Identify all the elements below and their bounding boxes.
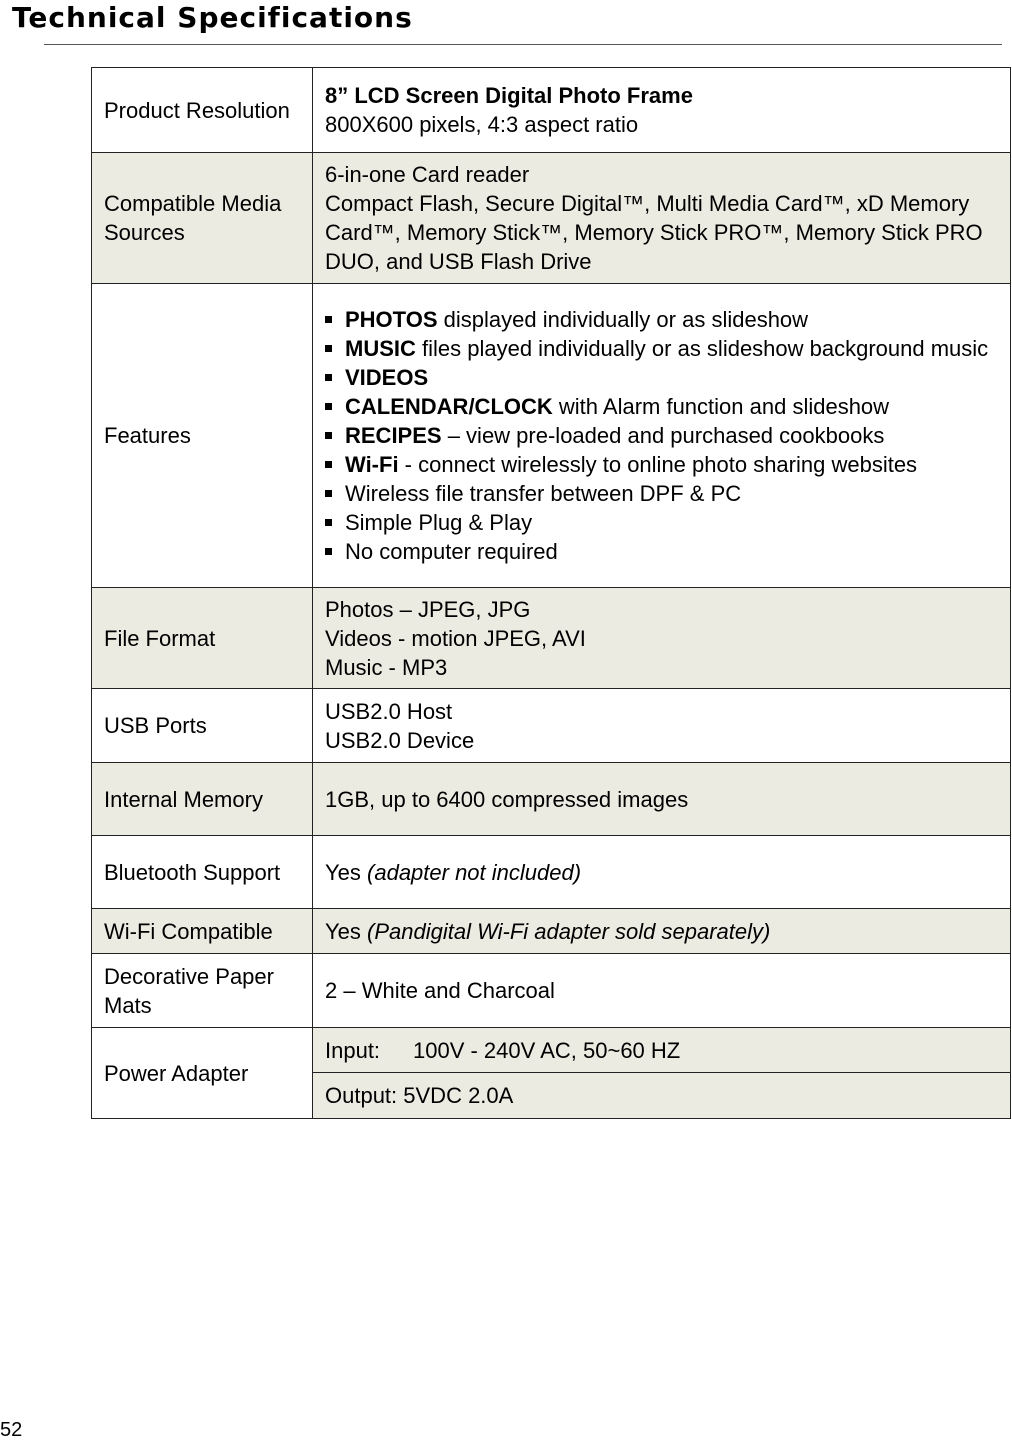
list-item: CALENDAR/CLOCK with Alarm function and slideshow bbox=[325, 392, 998, 421]
spec-value bbox=[313, 689, 1011, 763]
media-list: Compact Flash, Secure Digital™, Multi Media Card™, xD Memory Card™, Memory Stick™, Memory Stick PRO™, Memory Stick PRO DUO, and USB Flash Drive bbox=[325, 191, 983, 274]
spec-label: Features bbox=[92, 284, 313, 588]
bullet-icon bbox=[325, 461, 332, 468]
bullet-icon bbox=[325, 374, 332, 381]
power-input-value: 100V - 240V AC, 50~60 HZ bbox=[413, 1037, 681, 1063]
list-item: Wireless file transfer between DPF & PC bbox=[325, 479, 998, 508]
spec-label: Compatible Media Sources bbox=[92, 153, 313, 284]
spec-label: Wi-Fi Compatible bbox=[92, 909, 313, 954]
bullet-icon bbox=[325, 432, 332, 439]
table-row bbox=[92, 763, 1011, 836]
power-input-label: Input: bbox=[325, 1037, 381, 1063]
list-item: Simple Plug & Play bbox=[325, 508, 998, 537]
spec-value: 1GB, up to 6400 compressed images bbox=[313, 763, 1011, 836]
bullet-icon bbox=[325, 548, 332, 555]
spec-label: Decorative Paper Mats bbox=[92, 954, 313, 1028]
spec-label: Bluetooth Support bbox=[92, 836, 313, 909]
spec-label: Power Adapter bbox=[92, 1028, 313, 1119]
table-row bbox=[92, 954, 1011, 1028]
table-row bbox=[92, 588, 1011, 689]
spec-label: Product Resolution bbox=[92, 68, 313, 153]
list-item: RECIPES – view pre-loaded and purchased cookbooks bbox=[325, 421, 998, 450]
table-row bbox=[92, 836, 1011, 909]
bullet-icon bbox=[325, 519, 332, 526]
table-row bbox=[92, 68, 1011, 153]
power-input bbox=[325, 1036, 998, 1065]
bullet-icon bbox=[325, 316, 332, 323]
bullet-icon bbox=[325, 403, 332, 410]
list-item: VIDEOS bbox=[325, 363, 998, 392]
power-output: Output: 5VDC 2.0A bbox=[313, 1073, 1011, 1119]
product-name: 8” LCD Screen Digital Photo Frame bbox=[325, 83, 693, 108]
spec-label: USB Ports bbox=[92, 689, 313, 763]
wifi-note: (Pandigital Wi-Fi adapter sold separately) bbox=[367, 918, 771, 944]
spec-value bbox=[313, 153, 1011, 284]
usb-host: USB2.0 Host bbox=[325, 698, 453, 724]
music-formats: Music - MP3 bbox=[325, 654, 448, 680]
list-item: PHOTOS displayed individually or as slideshow bbox=[325, 305, 998, 334]
list-item: No computer required bbox=[325, 537, 998, 566]
spec-value bbox=[313, 284, 1011, 588]
spec-value bbox=[313, 1028, 1011, 1073]
spec-label: File Format bbox=[92, 588, 313, 689]
spec-value bbox=[313, 588, 1011, 689]
resolution-detail: 800X600 pixels, 4:3 aspect ratio bbox=[325, 112, 639, 137]
spec-value bbox=[313, 68, 1011, 153]
spec-label: Internal Memory bbox=[92, 763, 313, 836]
list-item: MUSIC files played individually or as slideshow background music bbox=[325, 334, 998, 363]
spec-value bbox=[313, 836, 1011, 909]
bullet-icon bbox=[325, 490, 332, 497]
bluetooth-value: Yes bbox=[325, 859, 361, 885]
spec-value: 2 – White and Charcoal bbox=[313, 954, 1011, 1028]
table-row bbox=[92, 909, 1011, 954]
table-row bbox=[92, 284, 1011, 588]
page-number: 52 bbox=[0, 1419, 23, 1441]
photo-formats: Photos – JPEG, JPG bbox=[325, 596, 531, 622]
wifi-value: Yes bbox=[325, 918, 361, 944]
spec-table bbox=[91, 67, 1011, 1119]
list-item: Wi-Fi - connect wirelessly to online photo sharing websites bbox=[325, 450, 998, 479]
table-row bbox=[92, 689, 1011, 763]
video-formats: Videos - motion JPEG, AVI bbox=[325, 625, 586, 651]
spec-value bbox=[313, 909, 1011, 954]
card-reader: 6-in-one Card reader bbox=[325, 162, 530, 187]
bluetooth-note: (adapter not included) bbox=[367, 859, 582, 885]
title-divider bbox=[44, 44, 1002, 45]
page-title: Technical Specifications bbox=[12, 1, 413, 34]
bullet-icon bbox=[325, 345, 332, 352]
usb-device: USB2.0 Device bbox=[325, 727, 475, 753]
table-row bbox=[92, 153, 1011, 284]
table-row bbox=[92, 1028, 1011, 1073]
features-list bbox=[325, 305, 998, 566]
